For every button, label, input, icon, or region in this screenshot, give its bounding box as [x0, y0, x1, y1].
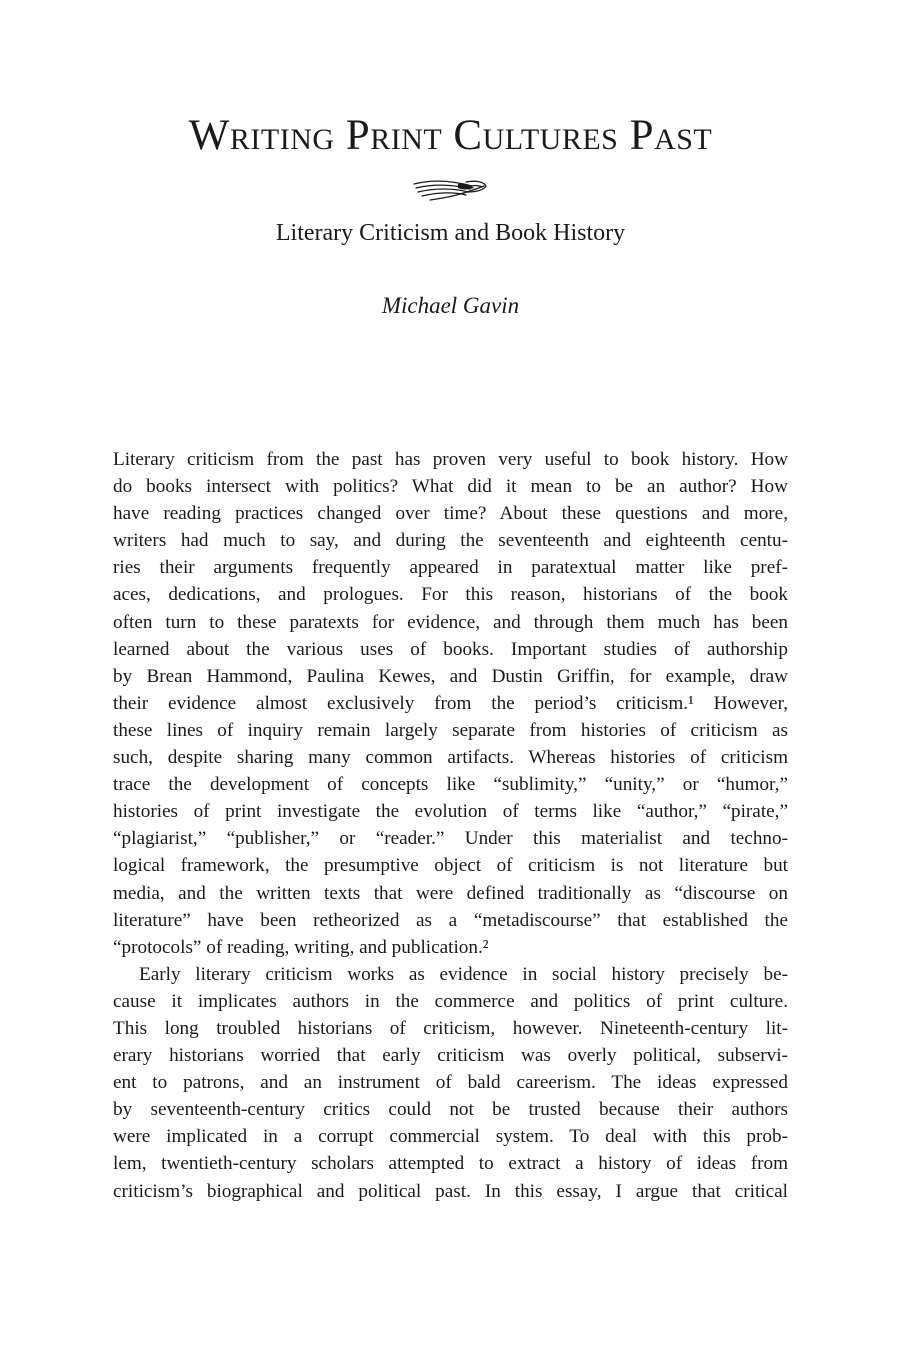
text-line: have reading practices changed over time? About these questions and more, — [113, 503, 788, 525]
text-line: erary historians worried that early criticism was overly political, subservi- — [113, 1045, 788, 1067]
text-line: these lines of inquiry remain largely separate from histories of criticism as — [113, 719, 788, 741]
text-line: do books intersect with politics? What did it mean to be an author? How — [113, 476, 788, 498]
text-line: Literary criticism from the past has proven very useful to book history. How — [113, 449, 788, 470]
article-author: Michael Gavin — [381, 293, 520, 318]
article-title: Writing Print Cultures Past — [188, 112, 713, 159]
text-line: such, despite sharing many common artifacts. Whereas histories of criticism — [113, 747, 788, 769]
text-line: media, and the written texts that were defined traditionally as “discourse on — [113, 882, 788, 904]
text-line: by seventeenth-century critics could not be trusted because their authors — [113, 1099, 788, 1121]
text-line: often turn to these paratexts for evidence, and through them much has been — [113, 611, 788, 633]
text-line: their evidence almost exclusively from the period’s criticism.¹ However, — [113, 692, 788, 714]
text-line: criticism’s biographical and political past. In this essay, I argue that critical — [113, 1180, 788, 1202]
text-line: “plagiarist,” “publisher,” or “reader.” Under this materialist and techno- — [113, 828, 788, 850]
text-line: learned about the various uses of books. Important studies of authorship — [113, 638, 788, 660]
text-line: “protocols” of reading, writing, and publication.² — [113, 936, 489, 958]
text-line: ent to patrons, and an instrument of bald careerism. The ideas expressed — [113, 1072, 788, 1094]
text-line: aces, dedications, and prologues. For this reason, historians of the book — [113, 584, 788, 606]
text-line: lem, twentieth-century scholars attempted to extract a history of ideas from — [113, 1153, 788, 1175]
text-line: literature” have been retheorized as a “metadiscourse” that established the — [113, 909, 788, 931]
paragraph-1 — [113, 446, 788, 961]
text-line: Early literary criticism works as evidence in social history precisely be- — [139, 963, 788, 985]
text-line: writers had much to say, and during the seventeenth and eighteenth centu- — [113, 530, 788, 552]
text-line: trace the development of concepts like “sublimity,” “unity,” or “humor,” — [113, 774, 788, 796]
fleuron-quill-icon — [410, 174, 490, 206]
text-line: cause it implicates authors in the commerce and politics of print culture. — [113, 990, 788, 1012]
text-line: This long troubled historians of criticism, however. Nineteenth-century lit- — [113, 1017, 788, 1039]
text-line: by Brean Hammond, Paulina Kewes, and Dustin Griffin, for example, draw — [113, 665, 788, 687]
article-body — [113, 446, 788, 1205]
text-line: ries their arguments frequently appeared in paratextual matter like pref- — [113, 557, 788, 579]
paragraph-2 — [113, 961, 788, 1205]
text-line: logical framework, the presumptive object of criticism is not literature but — [113, 855, 788, 877]
text-line: were implicated in a corrupt commercial system. To deal with this prob- — [113, 1126, 788, 1148]
text-line: histories of print investigate the evolution of terms like “author,” “pirate,” — [113, 801, 788, 823]
article-subtitle: Literary Criticism and Book History — [275, 220, 626, 246]
